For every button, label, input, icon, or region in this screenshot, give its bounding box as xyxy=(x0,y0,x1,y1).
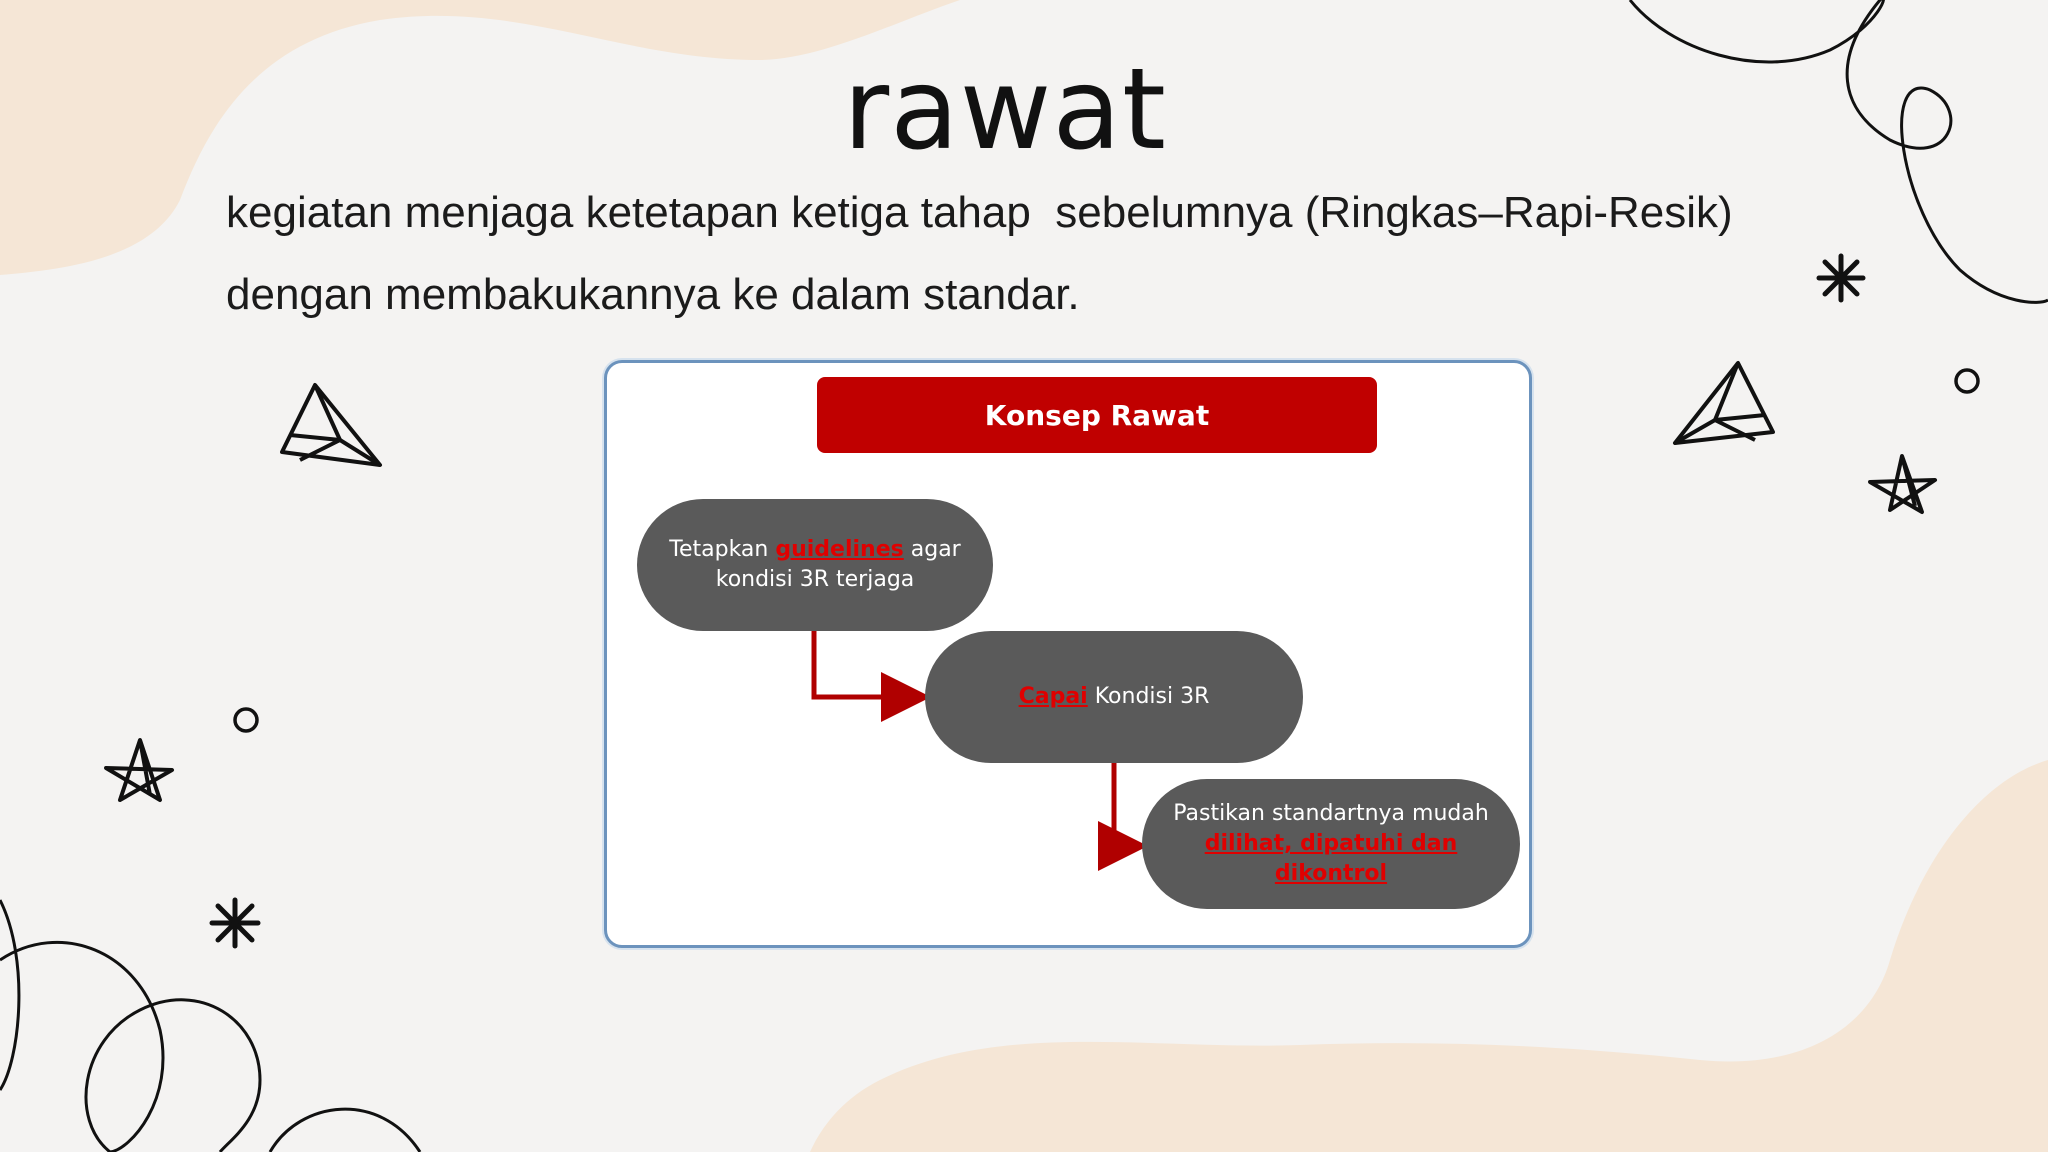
star-icon-left xyxy=(106,740,172,800)
description-line-1: kegiatan menjaga ketetapan ketiga tahap sebelumnya (Ringkas–Rapi-Resik) xyxy=(226,188,1733,237)
circle-icon-left xyxy=(235,709,257,731)
step-1-text-post: agar xyxy=(903,537,961,562)
diagram-title: Konsep Rawat xyxy=(817,377,1377,453)
paper-plane-icon-left xyxy=(282,385,380,465)
asterisk-icon-top-right xyxy=(1819,256,1863,300)
step-node-3 xyxy=(1142,779,1520,909)
step-node-2 xyxy=(925,631,1303,763)
step-3-highlight-2: dikontrol xyxy=(1274,861,1388,886)
step-2-highlight: Capai xyxy=(1018,684,1088,709)
step-3-line-1: Pastikan standartnya mudah xyxy=(1173,801,1489,826)
step-node-1 xyxy=(637,499,993,631)
step-2-text: Kondisi 3R xyxy=(1087,684,1210,709)
description-line-2: dengan membakukannya ke dalam standar. xyxy=(226,270,1080,319)
step-3-highlight-1: dilihat, dipatuhi dan xyxy=(1204,831,1458,856)
bottom-left-loop xyxy=(0,900,420,1152)
step-1-text-pre: Tetapkan xyxy=(669,537,776,562)
arrow-2-to-3 xyxy=(1114,763,1138,846)
circle-icon-right xyxy=(1956,370,1978,392)
step-1-line-2: kondisi 3R terjaga xyxy=(715,567,915,592)
step-1-line-1 xyxy=(669,535,960,565)
star-icon-right xyxy=(1870,456,1935,512)
arrow-1-to-2 xyxy=(814,631,921,697)
step-1-highlight: guidelines xyxy=(775,537,904,562)
asterisk-icon-bottom-left xyxy=(212,900,258,946)
concept-diagram xyxy=(604,360,1532,948)
paper-plane-icon-right xyxy=(1675,363,1773,443)
step-2-line xyxy=(1019,682,1210,712)
page-title: rawat xyxy=(843,45,1167,175)
